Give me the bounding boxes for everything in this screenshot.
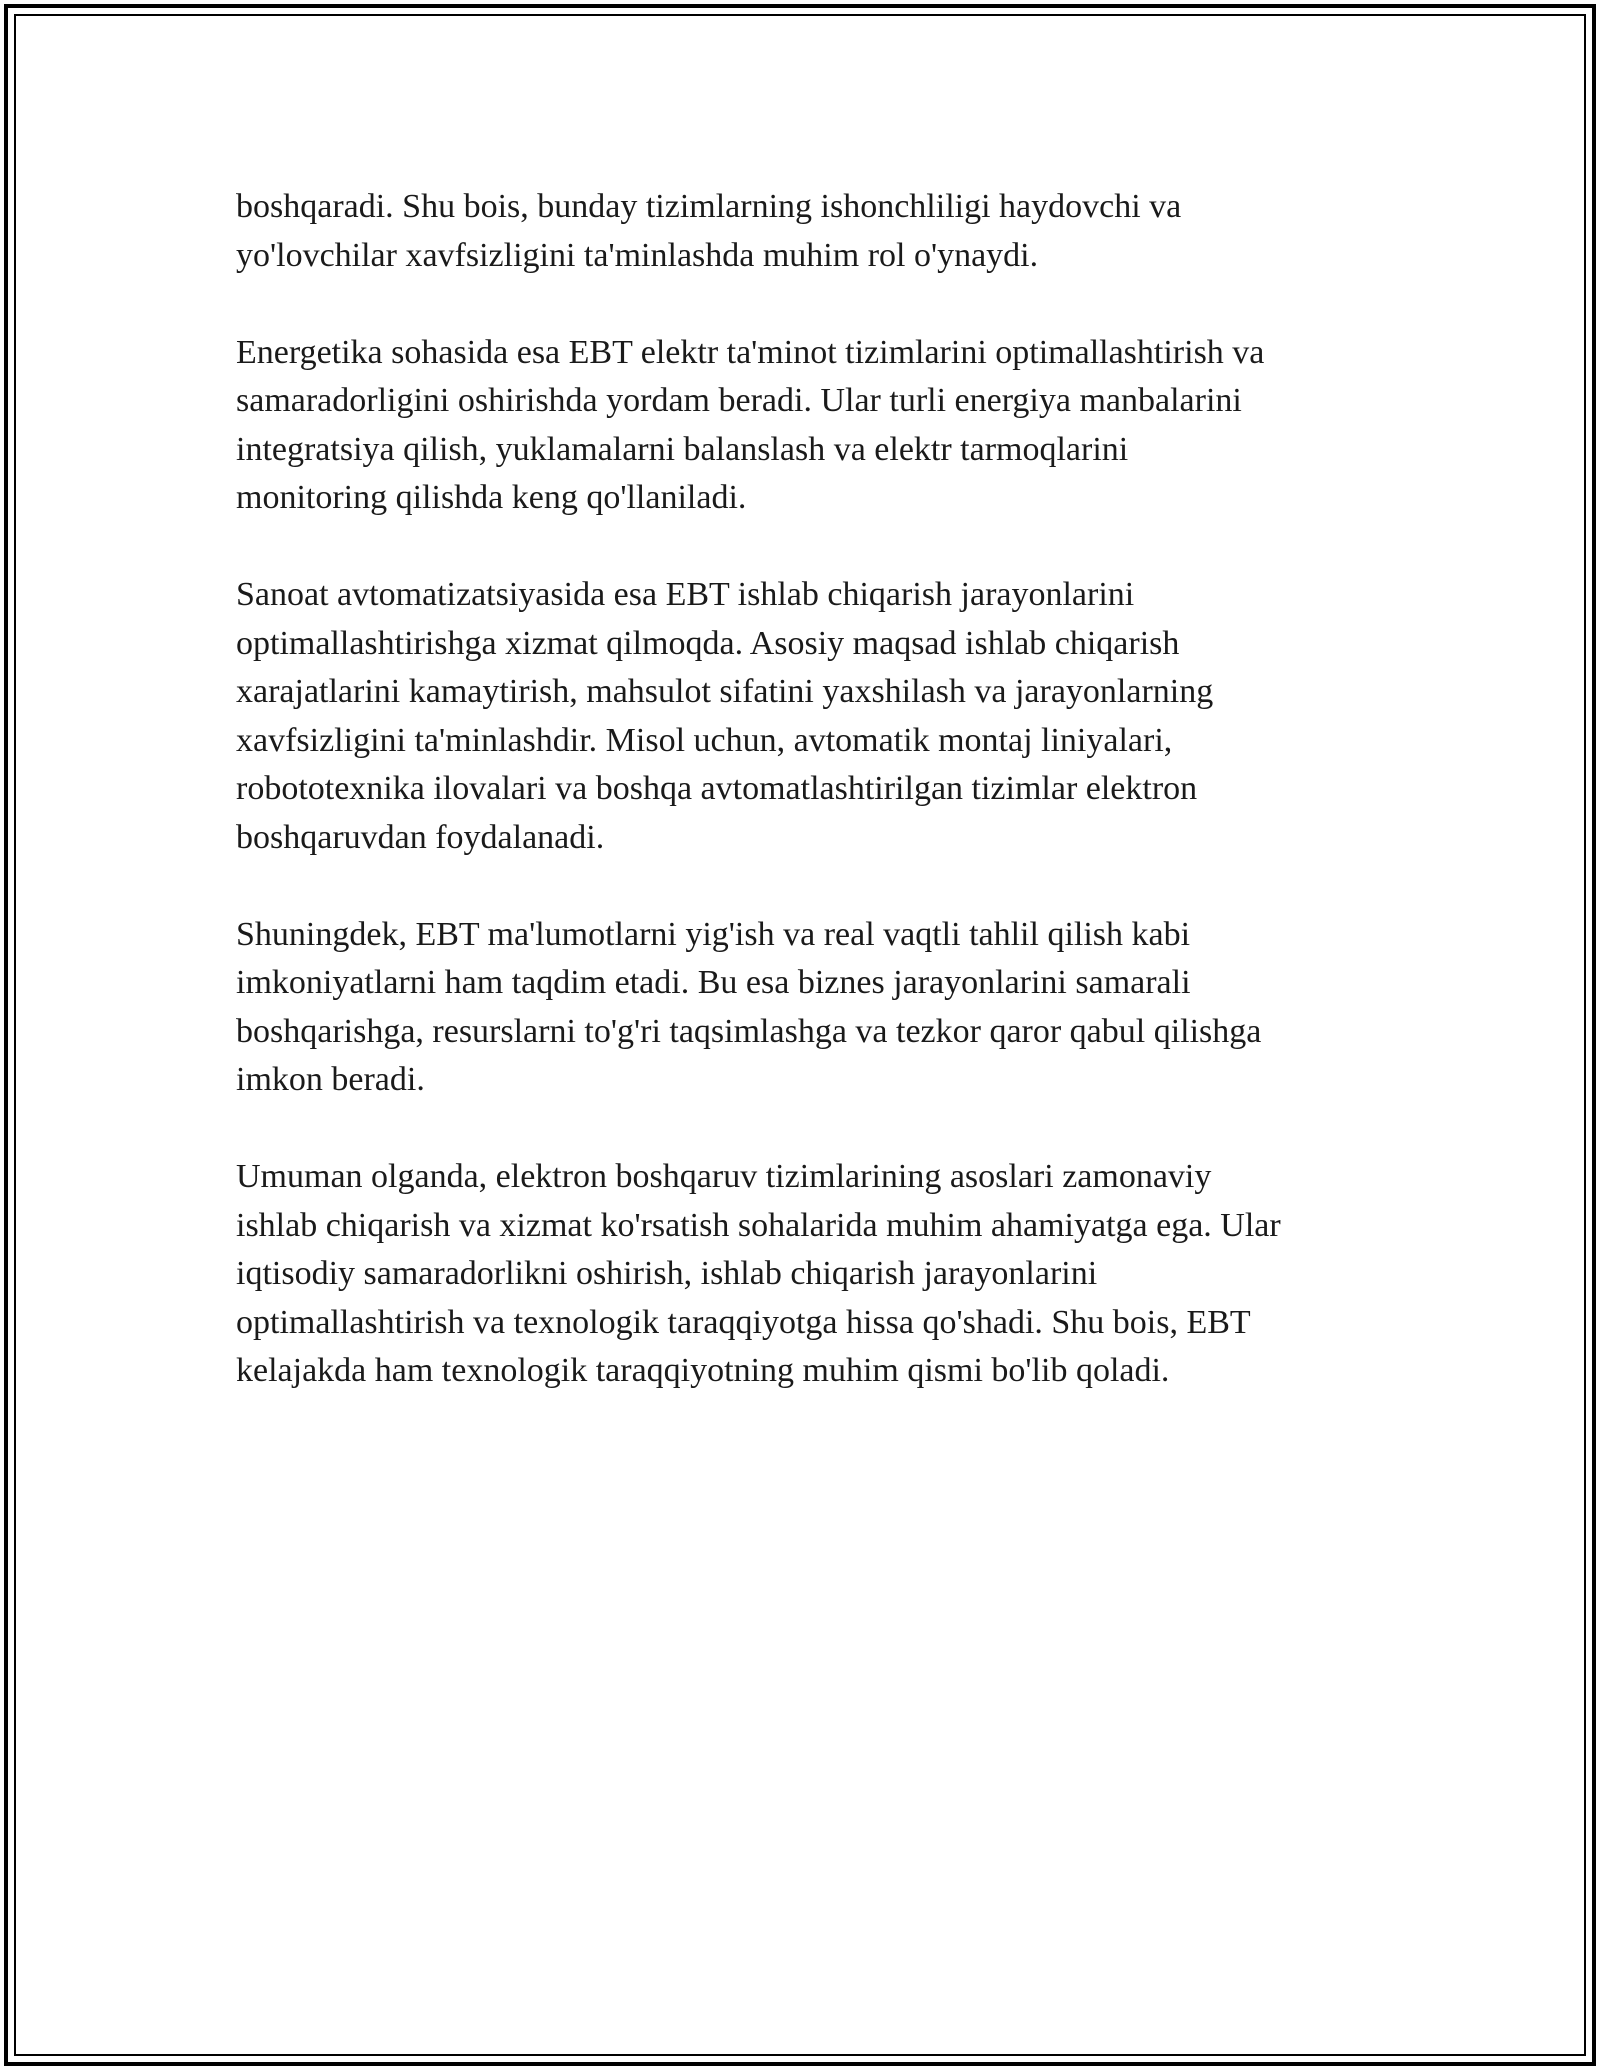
paragraph-vehicle-safety: boshqaradi. Shu bois, bunday tizimlarning ishonchliligi haydovchi va yo'lovchilar xavfsizligini ta'minlashda muhim rol o'ynaydi. (236, 188, 1182, 274)
paragraph-data-analysis: Shuningdek, EBT ma'lumotlarni yig'ish va real vaqtli tahlil qilish kabi imkoniyatlarni ham taqdim etadi. Bu esa biznes jarayonlarini samarali boshqarishga, resurslarni to'g'ri taqsimlashga va tezkor qaror qabul qilishga imkon beradi. (236, 915, 1262, 1098)
paragraph-energy: Energetika sohasida esa EBT elektr ta'minot tizimlarini optimallashtirish va samaradorligini oshirishda yordam beradi. Ular turli energiya manbalarini integratsiya qilish, yuklamalarni balanslash va elektr tarmoqlarini monitoring qilishda keng qo'llaniladi. (236, 333, 1265, 516)
paragraph-conclusion: Umuman olganda, elektron boshqaruv tizimlarining asoslari zamonaviy ishlab chiqarish va xizmat ko'rsatish sohalarida muhim ahamiyatga ega. Ular iqtisodiy samaradorlikni oshirish, ishlab chiqarish jarayonlarini optimallashtirish va texnologik taraqqiyotga hissa qo'shadi. Shu bois, EBT kelajakda ham texnologik taraqqiyotning muhim qismi bo'lib qoladi. (236, 1158, 1281, 1389)
paragraph-industrial-automation: Sanoat avtomatizatsiyasida esa EBT ishlab chiqarish jarayonlarini optimallashtirishga xizmat qilmoqda. Asosiy maqsad ishlab chiqarish xarajatlarini kamaytirish, mahsulot sifatini yaxshilash va jarayonlarning xavfsizligini ta'minlashdir. Misol uchun, avtomatik montaj liniyalari, robototexnika ilovalari va boshqa avtomatlashtirilgan tizimlar elektron boshqaruvdan foydalanadi. (236, 576, 1214, 856)
document-body (236, 183, 1386, 1444)
